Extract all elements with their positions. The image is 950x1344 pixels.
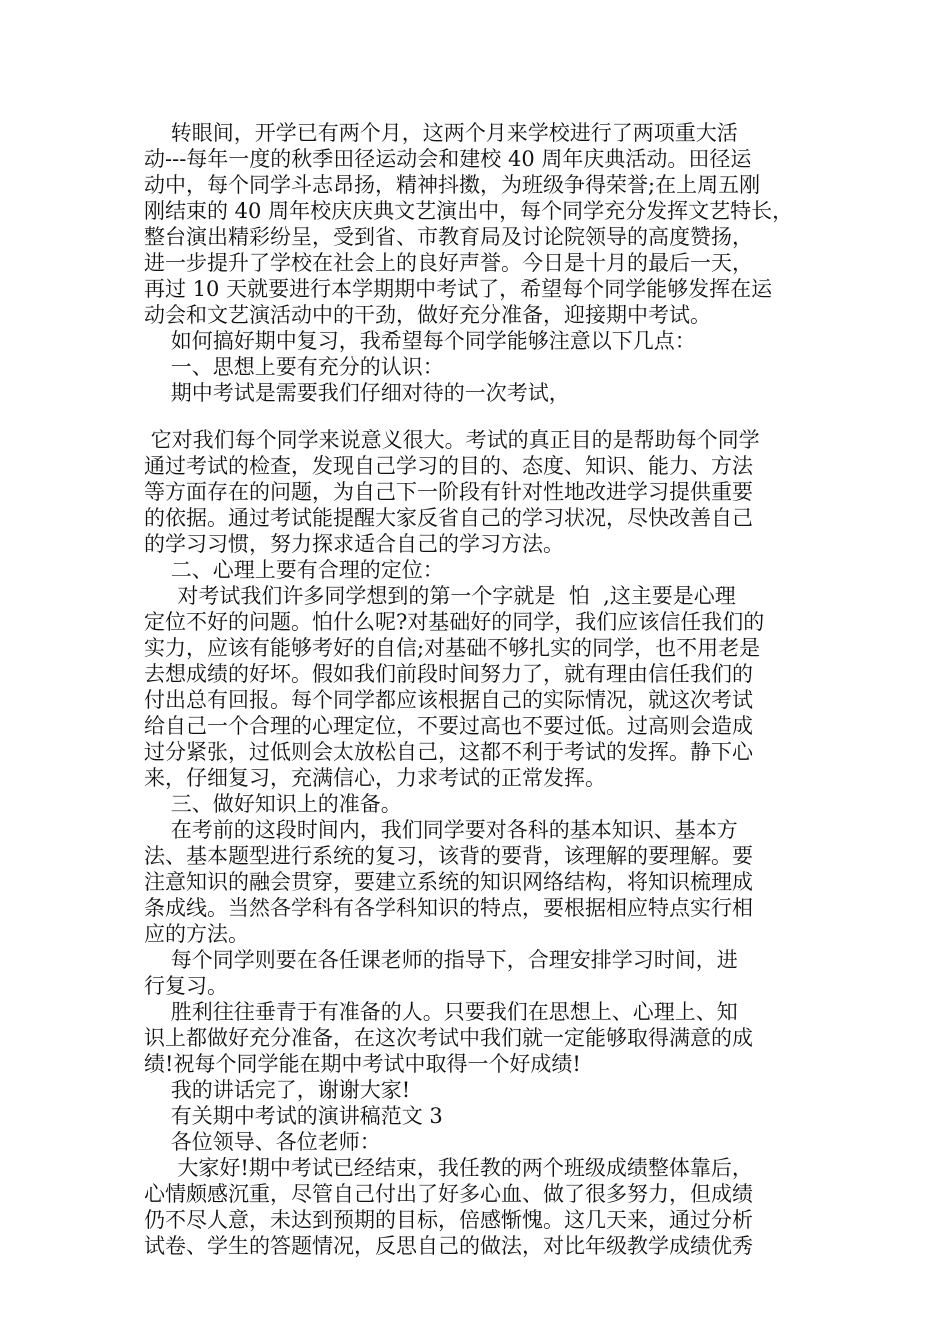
text-line: 绩!祝每个同学能在期中考试中取得一个好成绩! — [144, 1052, 581, 1076]
text-line: 再过 10 天就要进行本学期期中考试了，希望每个同学能够发挥在运 — [144, 277, 773, 301]
text-line: 动会和文艺演活动中的干劲，做好充分准备，迎接期中考试。 — [144, 303, 711, 327]
text-line: 实力，应该有能够考好的自信;对基础不够扎实的同学，也不用老是 — [144, 636, 761, 660]
text-line: 对考试我们许多同学想到的第一个字就是 怕 ,这主要是心理 — [144, 584, 736, 608]
text-line: 期中考试是需要我们仔细对待的一次考试， — [144, 381, 570, 405]
section-heading: 三、做好知识上的准备。 — [144, 792, 402, 816]
text-line: 试卷、学生的答题情况，反思自己的做法，对比年级教学成绩优秀 — [144, 1234, 753, 1258]
text-line: 进一步提升了学校在社会上的良好声誉。今日是十月的最后一天， — [144, 251, 753, 275]
text-line: 应的方法。 — [144, 922, 249, 946]
text-line: 胜利往往垂青于有准备的人。只要我们在思想上、心理上、知 — [144, 1000, 738, 1024]
text-line: 来，仔细复习，充满信心，力求考试的正常发挥。 — [144, 766, 606, 790]
text-line: 去想成绩的好坏。假如我们前段时间努力了，就有理由信任我们的 — [144, 662, 753, 686]
text-line: 它对我们每个同学来说意义很大。考试的真正目的是帮助每个同学 — [144, 428, 760, 452]
text-line: 的学习习惯，努力探求适合自己的学习方法。 — [144, 532, 564, 556]
text-line: 动---每年一度的秋季田径运动会和建校 40 周年庆典活动。田径运 — [144, 147, 752, 171]
text-line: 条成线。当然各学科有各学科知识的特点，要根据相应特点实行相 — [144, 896, 753, 920]
text-line: 行复习。 — [144, 974, 228, 998]
text-line: 仍不尽人意，未达到预期的目标，倍感惭愧。这几天来，通过分析 — [144, 1208, 753, 1232]
text-line: 整台演出精彩纷呈，受到省、市教育局及讨论院领导的高度赞扬， — [144, 225, 753, 249]
text-line: 心情颇感沉重，尽管自己付出了好多心血、做了很多努力，但成绩 — [144, 1182, 753, 1206]
text-line: 动中，每个同学斗志昂扬，精神抖擞，为班级争得荣誉;在上周五刚 — [144, 173, 761, 197]
text-line: 刚结束的 40 周年校庆庆典文艺演出中，每个同学充分发挥文艺特长， — [144, 199, 794, 223]
text-line: 大家好!期中考试已经结束，我任教的两个班级成绩整体靠后， — [144, 1156, 753, 1180]
text-line: 如何搞好期中复习，我希望每个同学能够注意以下几点： — [144, 329, 696, 353]
text-line: 在考前的这段时间内，我们同学要对各科的基本知识、基本方 — [144, 818, 738, 842]
section-heading: 二、心理上要有合理的定位： — [144, 558, 444, 582]
text-line: 识上都做好充分准备，在这次考试中我们就一定能够取得满意的成 — [144, 1026, 753, 1050]
text-line: 给自己一个合理的心理定位，不要过高也不要过低。过高则会造成 — [144, 714, 753, 738]
text-line: 我的讲话完了，谢谢大家! — [144, 1078, 411, 1102]
text-line: 定位不好的问题。怕什么呢?对基础好的同学，我们应该信任我们的 — [144, 610, 765, 634]
text-line: 付出总有回报。每个同学都应该根据自己的实际情况，就这次考试 — [144, 688, 753, 712]
text-line: 转眼间，开学已有两个月，这两个月来学校进行了两项重大活 — [144, 121, 738, 145]
section-heading: 一、思想上要有充分的认识： — [144, 355, 444, 379]
text-line: 通过考试的检查，发现自己学习的目的、态度、知识、能力、方法 — [144, 454, 753, 478]
text-line: 法、基本题型进行系统的复习，该背的要背，该理解的要理解。要 — [144, 844, 753, 868]
article-title: 有关期中考试的演讲稿范文 3 — [144, 1104, 443, 1128]
text-line: 每个同学则要在各任课老师的指导下，合理安排学习时间，进 — [144, 948, 738, 972]
text-line: 的依据。通过考试能提醒大家反省自己的学习状况，尽快改善自己 — [144, 506, 753, 530]
text-line: 过分紧张，过低则会太放松自己，这都不利于考试的发挥。静下心 — [144, 740, 753, 764]
salutation: 各位领导、各位老师： — [144, 1130, 381, 1154]
text-line: 等方面存在的问题，为自己下一阶段有针对性地改进学习提供重要 — [144, 480, 753, 504]
text-line: 注意知识的融会贯穿，要建立系统的知识网络结构，将知识梳理成 — [144, 870, 753, 894]
